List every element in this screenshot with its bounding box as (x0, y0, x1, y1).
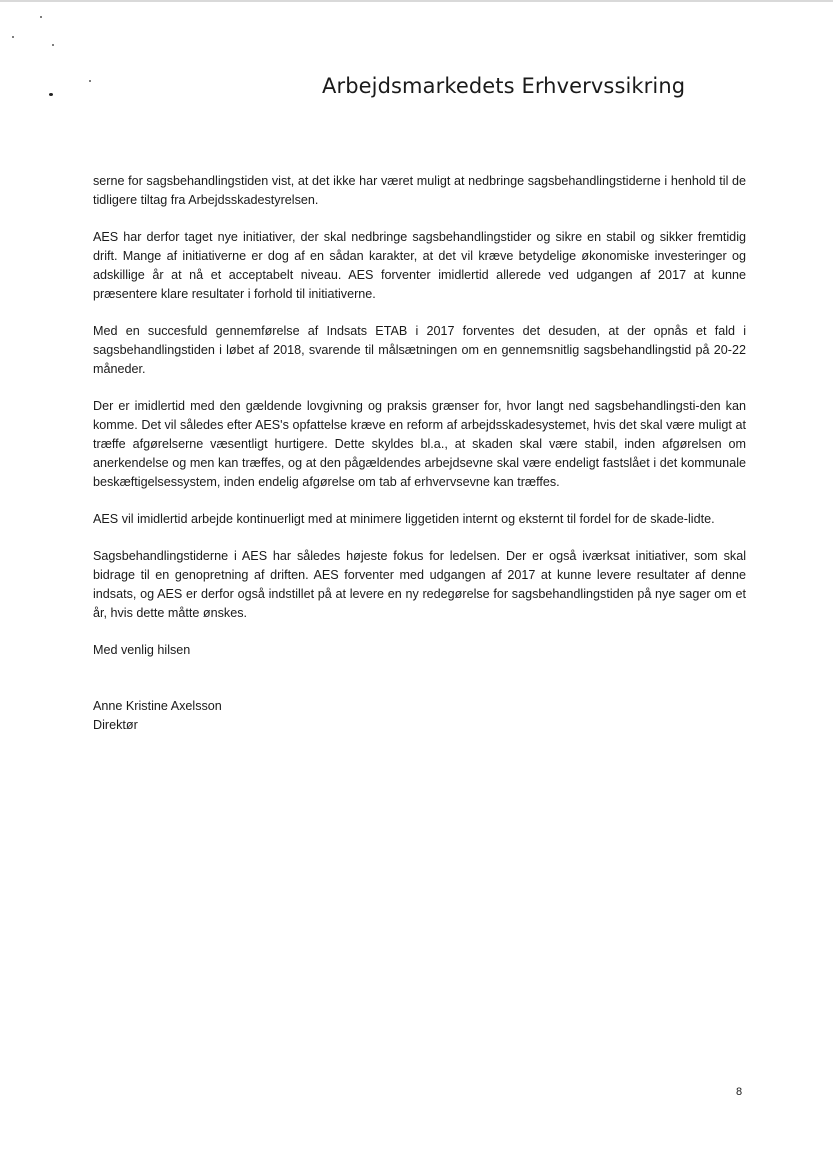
scan-edge (0, 0, 833, 2)
signature-name: Anne Kristine Axelsson (93, 699, 222, 713)
body-paragraph: AES har derfor taget nye initiativer, der skal nedbringe sagsbehandlingstider og sikre en stabil og sikker fremtidig drift. Mange af initiativerne er dog af en sådan karakter, at det vil kræve betydelige økonomiske investeringer og adskillige år at nå et acceptabelt niveau. AES forventer imidlertid allerede ved udgangen af 2017 at kunne præsentere klare resultater i forhold til initiativerne. (93, 230, 746, 301)
scan-speck (40, 16, 42, 18)
scan-speck (89, 80, 91, 82)
scan-speck (12, 36, 14, 38)
closing-greeting: Med venlig hilsen (93, 643, 191, 657)
scan-speck (52, 44, 54, 46)
body-paragraph: Sagsbehandlingstiderne i AES har således højeste fokus for ledelsen. Der er også iværksat initiativer, som skal bidrage til en genopretning af driften. AES forventer med udgangen af 2017 at kunne levere resultater af denne indsats, og AES er derfor også indstillet på at levere en ny redegørelse for sagsbehandlingstiden på nye sager om et år, hvis dette måtte ønskes. (93, 549, 746, 620)
letterhead-title: Arbejdsmarkedets Erhvervssikring (322, 74, 686, 98)
body-paragraph: serne for sagsbehandlingstiden vist, at det ikke har været muligt at nedbringe sagsbehandlingstiderne i henhold til de tidligere tiltag fra Arbejdsskadestyrelsen. (93, 174, 746, 207)
body-paragraph: Der er imidlertid med den gældende lovgivning og praksis grænser for, hvor langt ned sagsbehandlingsti-den kan komme. Det vil således efter AES's opfattelse kræve en reform af arbejdsskadesystemet, hvis det skal være muligt at træffe afgørelserne væsentligt hurtigere. Dette skyldes bl.a., at skaden skal være stabil, inden afgørelsen om anerkendelse og men kan træffes, og at den pågældendes arbejdsevne skal være endeligt fastslået i det kommunale beskæftigelsessystem, inden endelig afgørelse om tab af erhvervsevne kan træffes. (93, 399, 746, 489)
page-number: 8 (736, 1086, 743, 1098)
letter-body (93, 172, 746, 735)
body-paragraph: Med en succesfuld gennemførelse af Indsats ETAB i 2017 forventes det desuden, at der opnås et fald i sagsbehandlingstiden i løbet af 2018, svarende til målsætningen om en gennemsnitlig sagsbehandlingstid på 20-22 måneder. (93, 324, 746, 376)
signature-title: Direktør (93, 718, 138, 732)
body-paragraph: AES vil imidlertid arbejde kontinuerligt med at minimere liggetiden internt og eksternt til fordel for de skade-lidte. (93, 512, 715, 526)
scan-speck (49, 93, 53, 96)
